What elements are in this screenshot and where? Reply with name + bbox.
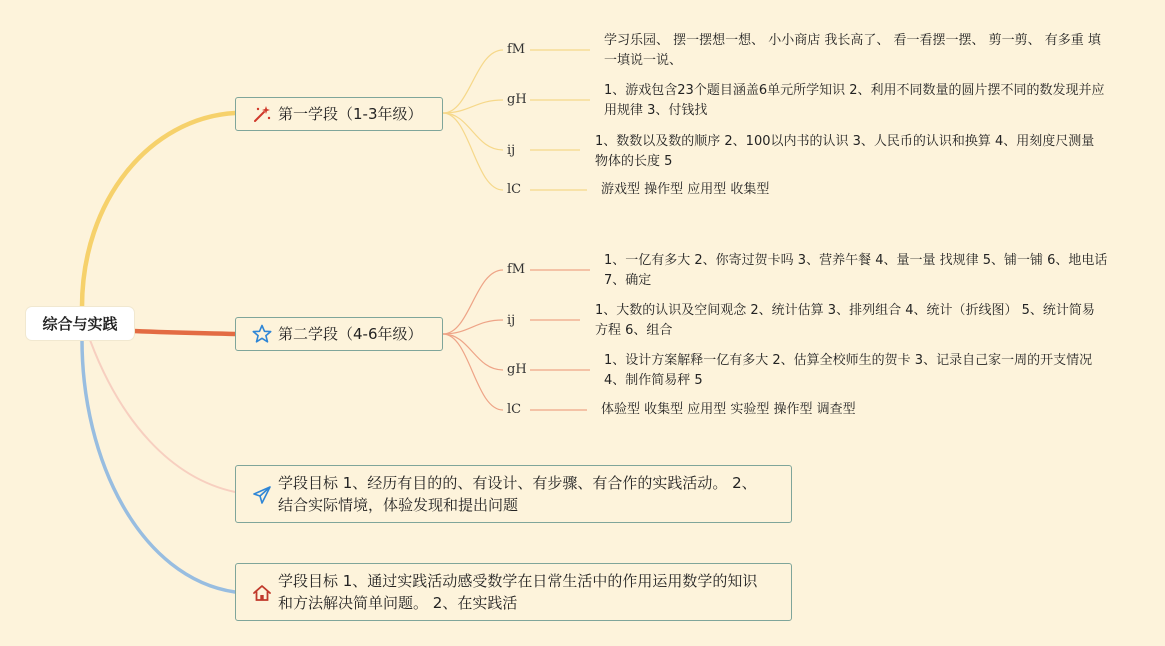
connector-stage2-lC <box>443 334 503 410</box>
connector-stage1-ij <box>443 113 503 150</box>
stage-1-title: 第一学段（1-3年级） <box>278 105 423 123</box>
root-label: 综合与实践 <box>42 315 118 333</box>
stage-2-title: 第二学段（4-6年级） <box>278 325 423 343</box>
paper-plane-icon <box>252 485 272 505</box>
branch-text[interactable]: 1、一亿有多大 2、你寄过贺卡吗 3、营养午餐 4、量一量 找规律 5、铺一铺 6、地电话 7、确定 <box>604 253 1108 288</box>
root-node[interactable] <box>26 307 134 340</box>
stage-4-title: 学段目标 1、通过实践活动感受数学在日常生活中的作用运用数学的知识和方法解决简单问题。 2、在实践活 <box>278 572 758 612</box>
stage-node-4[interactable] <box>235 563 792 621</box>
branch-code: fM <box>507 42 526 57</box>
connector-root-stage2 <box>134 331 235 334</box>
branch-code: lC <box>507 402 522 417</box>
branch-text[interactable]: 1、大数的认识及空间观念 2、统计估算 3、排列组合 4、统计（折线图） 5、统计简易方程 6、组合 <box>595 303 1095 338</box>
branch-text[interactable]: 1、数数以及数的顺序 2、100以内书的认识 3、人民币的认识和换算 4、用刻度尺测量物体的长度 5 <box>595 134 1095 169</box>
connector-stage2-gH <box>443 334 503 370</box>
branch-code: fM <box>507 262 526 277</box>
branch-code: ij <box>507 143 516 158</box>
stage-node-2[interactable] <box>235 317 443 351</box>
connector-root-stage3 <box>90 340 235 492</box>
connector-root-stage1 <box>82 113 235 307</box>
branch-code: ij <box>507 313 516 328</box>
branch-code: lC <box>507 182 522 197</box>
star-icon <box>252 324 272 344</box>
branch-code: gH <box>507 362 527 377</box>
stage-3-title: 学段目标 1、经历有目的的、有设计、有步骤、有合作的实践活动。 2、结合实际情境，体验发现和提出问题 <box>278 474 757 514</box>
branch-text[interactable]: 1、设计方案解释一亿有多大 2、估算全校师生的贺卡 3、记录自己家一周的开支情况 4、制作简易秤 5 <box>604 353 1093 388</box>
branch-text[interactable]: 体验型 收集型 应用型 实验型 操作型 调查型 <box>601 402 856 417</box>
connector-root-stage4 <box>82 340 235 592</box>
connector-stage2-fM <box>443 270 503 334</box>
branch-text[interactable]: 游戏型 操作型 应用型 收集型 <box>601 182 770 197</box>
connector-stage1-lC <box>443 113 503 190</box>
branch-code: gH <box>507 92 527 107</box>
home-icon <box>252 583 272 603</box>
stage-node-1[interactable] <box>235 97 443 131</box>
connector-stage1-fM <box>443 50 503 113</box>
branch-text[interactable]: 学习乐园、 摆一摆想一想、 小小商店 我长高了、 看一看摆一摆、 剪一剪、 有多重 填一填说一说、 <box>604 33 1101 68</box>
stage-node-3[interactable] <box>235 465 792 523</box>
magic-wand-icon <box>252 104 272 124</box>
branch-text[interactable]: 1、游戏包含23个题目涵盖6单元所学知识 2、利用不同数量的圆片摆不同的数发现并应用规律 3、付钱找 <box>604 83 1105 118</box>
